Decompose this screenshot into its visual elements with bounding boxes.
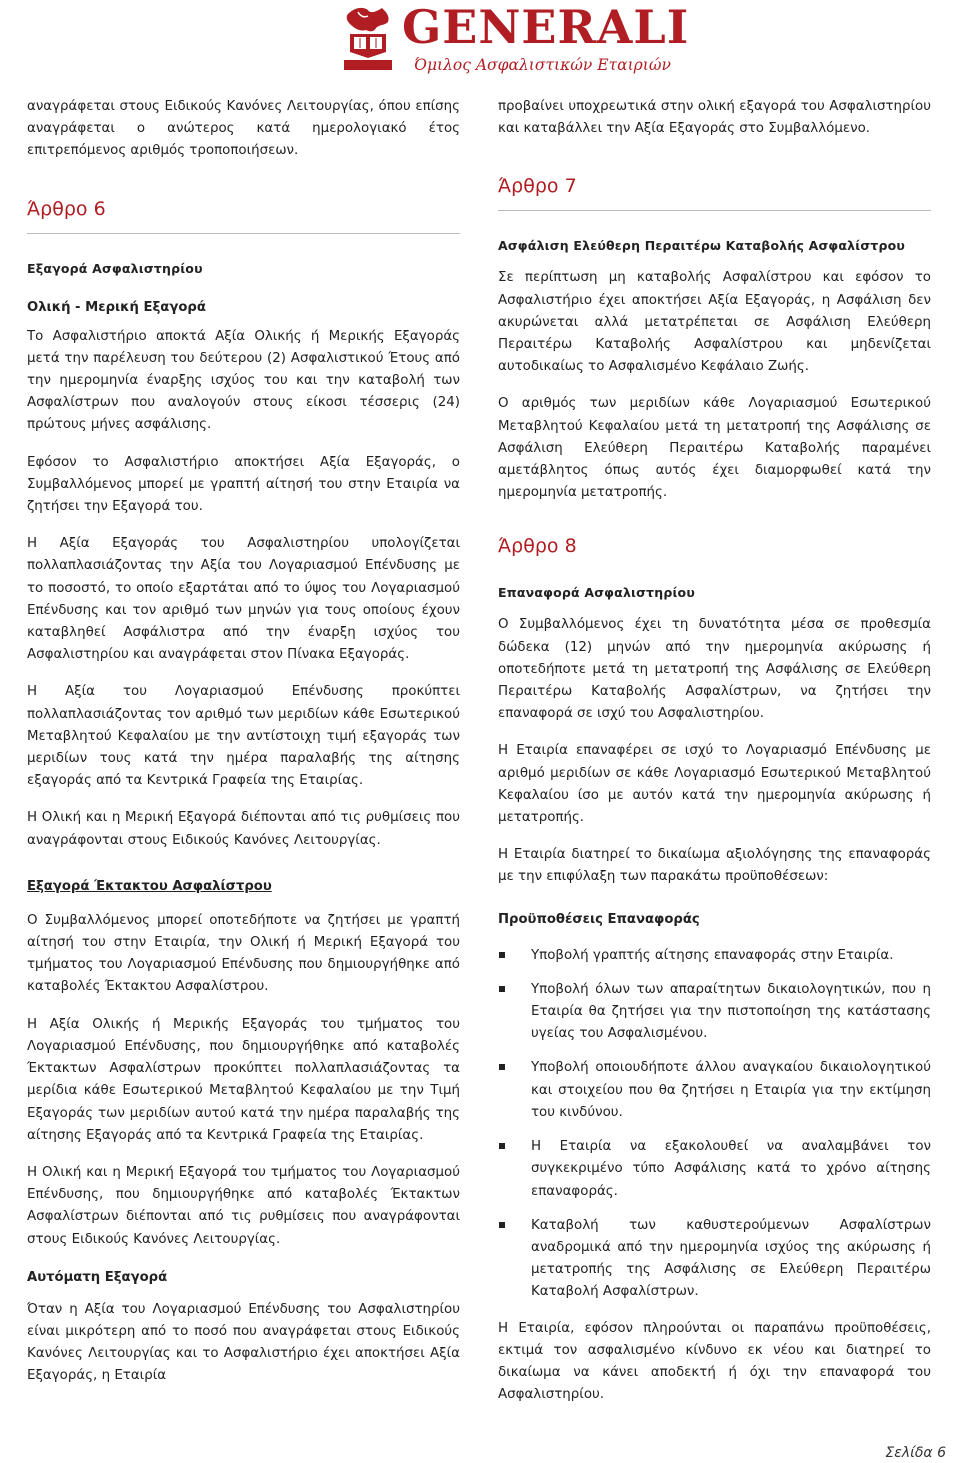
paragraph: Όταν η Αξία του Λογαριασμού Επένδυσης του Ασφαλιστηρίου είναι μικρότερη από το ποσό που αναγράφεται στους Ειδικούς Κανόνες Λειτουργίας και το Ασφαλιστήριο έχει αποκτήσει Αξία Εξαγοράς, η Εταιρία [27,1301,460,1384]
paragraph: Η Ολική και η Μερική Εξαγορά του τμήματος του Λογαριασμού Επένδυσης, που δημιουργήθηκε από καταβολές Έκτακτων Ασφαλίστρων διέπονται από τις ρυθμίσεις που αναγράφονται στους Ειδικούς Κανόνες Λειτουργίας. [27,1164,460,1247]
bullet-square-icon [499,1143,505,1149]
subsection-heading: Αυτόματη Εξαγορά [27,1269,168,1285]
paragraph: Η Αξία του Λογαριασμού Επένδυσης προκύπτει πολλαπλασιάζοντας τον αριθμό των μεριδίων κάθε Εσωτερικού Μεταβλητού Κεφαλαίου με την αντίστοιχη τιμή εξαγοράς των μεριδίων τους κατά την ημέρα παραλαβής της αίτησης εξαγοράς από τα Κεντρικά Γραφεία της Εταιρίας. [27,684,460,789]
section-heading: Ασφάλιση Ελεύθερη Περαιτέρω Καταβολής Ασφαλίστρου [498,238,906,254]
page-header [0,0,960,80]
generali-lion-logo [340,6,396,72]
list-item: Υποβολή όλων των απαραίτητων δικαιολογητικών, που η Εταιρία θα ζητήσει για την πιστοποίηση της κατάστασης υγείας του Ασφαλισμένου. [498,979,931,1046]
paragraph: Ο Συμβαλλόμενος μπορεί οποτεδήποτε να ζητήσει με γραπτή αίτησή του στην Εταιρία, την Ολική ή Μερική Εξαγορά του τμήματος του Λογαριασμού Επένδυσης που δημιουργήθηκε από καταβολές Έκτακτου Ασφαλίστρου. [27,912,460,995]
section-heading: Επαναφορά Ασφαλιστηρίου [498,585,695,601]
list-item: Καταβολή των καθυστερούμενων Ασφαλίστρων αναδρομικά από την ημερομηνία ισχύος της ακύρωσης ή μετατροπής της Ασφάλισης σε Ελεύθερη Περαιτέρω Καταβολή Ασφαλίστρων. [498,1215,931,1304]
subsection-heading: Εξαγορά Έκτακτου Ασφαλίστρου [27,878,272,894]
brand-subtitle: Όμιλος Ασφαλιστικών Εταιριών [414,56,671,74]
bullet-square-icon [499,986,505,992]
paragraph: Ο Συμβαλλόμενος έχει τη δυνατότητα μέσα σε προθεσμία δώδεκα (12) μηνών από την ημερομηνία ακύρωσης ή οποτεδήποτε μετά τη μετατροπή της Ασφάλισης σε Ελεύθερη Περαιτέρω Καταβολής Ασφαλίστρων, να ζητήσει την επαναφορά σε ισχύ του Ασφαλιστηρίου. [498,617,931,722]
bullet-square-icon [499,952,505,958]
paragraph: Η Εταιρία, εφόσον πληρούνται οι παραπάνω προϋποθέσεις, εκτιμά τον ασφαλισμένο κίνδυνο εκ νέου και διατηρεί το δικαίωμα να κάνει αποδεκτή ή όχι την επαναφορά του Ασφαλιστηρίου. [498,1320,931,1403]
list-item: Υποβολή γραπτής αίτησης επαναφοράς στην Εταιρία. [498,945,931,967]
paragraph: Εφόσον το Ασφαλιστήριο αποκτήσει Αξία Εξαγοράς, ο Συμβαλλόμενος μπορεί με γραπτή αίτησή του στην Εταιρία να ζητήσει την Εξαγορά του. [27,454,460,515]
paragraph: Η Αξία Εξαγοράς του Ασφαλιστηρίου υπολογίζεται πολλαπλασιάζοντας την Αξία του Λογαριασμού Επένδυσης με το ποσοστό, το οποίο εξαρτάται από το ύψος του Λογαριασμού Επένδυσης και τον αριθμό των μηνών για τους οποίους έχουν καταβληθεί Ασφάλιστρα από την έναρξη ισχύος του Ασφαλιστηρίου και αναγράφεται στον Πίνακα Εξαγοράς. [27,536,460,663]
bullet-square-icon [499,1222,505,1228]
left-column [27,96,460,1388]
paragraph: αναγράφεται στους Ειδικούς Κανόνες Λειτουργίας, όπου επίσης αναγράφεται ο ανώτερος κατά ημερολογιακό έτος επιτρεπόμενος αριθμός τροποποιήσεων. [27,99,460,159]
list-item: Η Εταιρία να εξακολουθεί να αναλαμβάνει τον συγκεκριμένο τύπο Ασφάλισης κατά το χρόνο αίτησης επαναφοράς. [498,1136,931,1203]
page-number: Σελίδα 6 [885,1445,946,1461]
paragraph: Η Εταιρία επαναφέρει σε ισχύ το Λογαριασμό Επένδυσης με αριθμό μεριδίων σε κάθε Λογαριασμό Εσωτερικού Μεταβλητού Κεφαλαίου ίσο με αυτόν κατά την ημερομηνία ακύρωσης ή μετατροπής. [498,743,931,826]
paragraph: Το Ασφαλιστήριο αποκτά Αξία Ολικής ή Μερικής Εξαγοράς μετά την παρέλευση του δεύτερου (2) Ασφαλιστικού Έτους από την ημερομηνία έναρξης ισχύος του και την καταβολή των Ασφαλίστρων που αναλογούν στους είκοσι τέσσερις (24) πρώτους μήνες ασφάλισης. [27,328,460,433]
divider [498,210,931,211]
bullet-square-icon [499,1064,505,1070]
article-6-title: Άρθρο 6 [27,197,106,220]
list-item: Υποβολή οποιουδήποτε άλλου αναγκαίου δικαιολογητικού και στοιχείου που θα ζητήσει η Εταιρία για την εκτίμηση του κινδύνου. [498,1057,931,1124]
divider [27,233,460,234]
paragraph: προβαίνει υποχρεωτικά στην ολική εξαγορά του Ασφαλιστηρίου και καταβάλλει την Αξία Εξαγοράς στο Συμβαλλόμενο. [498,99,931,137]
article-8-title: Άρθρο 8 [498,535,577,558]
paragraph: Σε περίπτωση μη καταβολής Ασφαλίστρου και εφόσον το Ασφαλιστήριο έχει αποκτήσει Αξία Εξαγοράς, η Ασφάλιση δεν ακυρώνεται αλλά μετατρέπεται σε Ασφάλιση Ελεύθερη Περαιτέρω Καταβολής Ασφαλίστρου και μηδενίζεται αυτοδικαίως το Ασφαλισμένο Κεφάλαιο Ζωής. [498,270,931,375]
paragraph: Η Ολική και η Μερική Εξαγορά διέπονται από τις ρυθμίσεις που αναγράφονται στους Ειδικούς Κανόνες Λειτουργίας. [27,810,460,848]
subsection-heading: Ολική - Μερική Εξαγορά [27,299,206,315]
paragraph: Η Εταιρία διατηρεί το δικαίωμα αξιολόγησης της επαναφοράς με την επιφύλαξη των παρακάτω προϋποθέσεων: [498,847,931,885]
brand-name: GENERALI [402,0,690,54]
article-7-title: Άρθρο 7 [498,175,577,198]
conditions-list [498,945,931,1304]
right-column [498,96,931,1406]
paragraph: Η Αξία Ολικής ή Μερικής Εξαγοράς του τμήματος του Λογαριασμού Επένδυσης, που δημιουργήθηκε από καταβολές Έκτακτων Ασφαλίστρων προκύπτει πολλαπλασιάζοντας τα μερίδια κάθε Εσωτερικού Μεταβλητού Κεφαλαίου με την Τιμή Εξαγοράς των μεριδίων αυτού κατά την ημέρα παραλαβής της αίτησης Εξαγοράς από τα Κεντρικά Γραφεία της Εταιρίας. [27,1016,460,1143]
section-heading: Εξαγορά Ασφαλιστηρίου [27,260,203,276]
subsection-heading: Προϋποθέσεις Επαναφοράς [498,911,700,927]
paragraph: Ο αριθμός των μεριδίων κάθε Λογαριασμού Εσωτερικού Μεταβλητού Κεφαλαίου μετά τη μετατροπή της Ασφάλισης σε Ασφάλιση Ελεύθερη Περαιτέρω Καταβολής παραμένει αμετάβλητος όπως αυτός έχει διαμορφωθεί κατά την ημερομηνία μετατροπής. [498,396,931,501]
